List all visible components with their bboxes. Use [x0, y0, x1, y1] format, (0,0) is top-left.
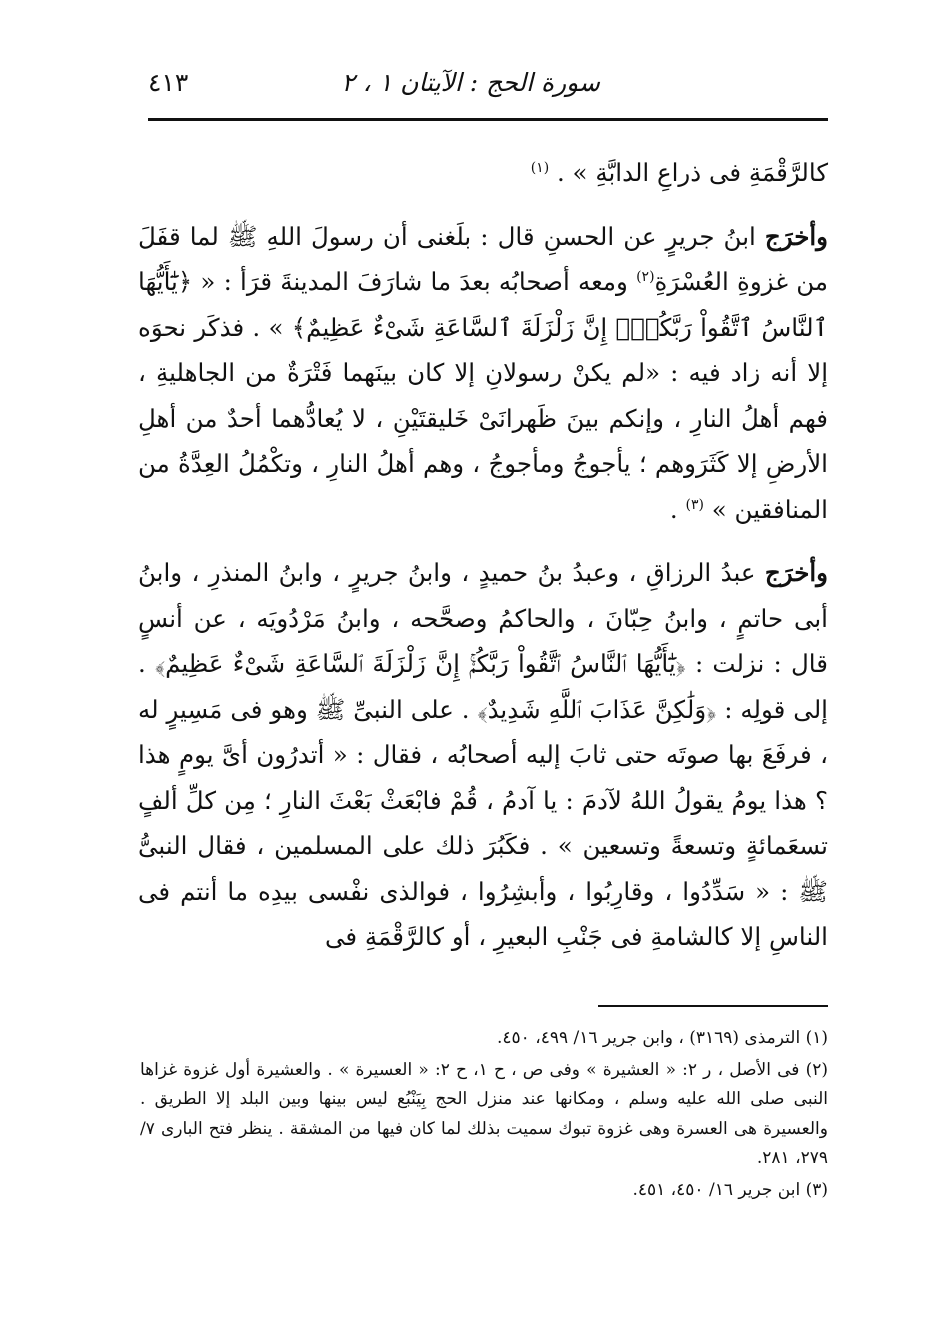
quran-verse: ﴿يَٰٓأَيُّهَا ٱلنَّاسُ ٱتَّقُواْ رَبَّكُمْۚ إِنَّ زَلْزَلَةَ ٱلسَّاعَةِ شَىْءٌ عَظِيمٌ﴾: [138, 267, 828, 342]
paragraph-2: [138, 214, 828, 533]
lead-word: وأخرَج: [764, 558, 828, 587]
footnote-1: (١) الترمذى (٣١٦٩) ، وابن جرير ١٦/ ٤٩٩، ٤٥٠.: [497, 1028, 828, 1048]
paragraph-text: . على النبىِّ ﷺ وهو فى مَسِيرٍ له ، فرفَعَ بها صوتَه حتى ثابَ إليه أصحابُه ، فقال : « أتدرُون أىَّ يومٍ هذا ؟ هذا يومُ يقولُ اللهُ لآدمَ : يا آدمُ ، قُمْ فابْعَثْ بَعْثَ النارِ ؛ مِن كلِّ ألفٍ تسعَمائةٍ وتسعةً وتسعين » . فكَبُرَ ذلك على المسلمين ، فقال النبىُّ ﷺ : « سَدِّدُوا ، وقارِبُوا ، وأبشِرُوا ، فوالذى نفْسى بيدِه ما أنتم فى الناسِ إلا كالشامةِ فى جَنْبِ البعيرِ ، أو كالرَّقْمَةِ فى: [138, 694, 828, 951]
paragraph-text: عبدُ الرزاقِ ، وعبدُ بنُ حميدٍ ، وابنُ جريرٍ ، وابنُ المنذرِ ، وابنُ أبى حاتمٍ ، وابنُ حِبّانَ ، والحاكمُ وصحَّحه ، وابنُ مَرْدُويَه ، عن أنسٍ قال : نزلت :: [138, 558, 828, 678]
quran-verse: ﴿يَٰٓأَيُّهَا ٱلنَّاسُ ٱتَّقُواْ رَبَّكُمْۚ إِنَّ زَلْزَلَةَ ٱلسَّاعَةِ شَىْءٌ عَظِيمٌ﴾: [155, 649, 686, 678]
paragraph-3: [138, 550, 828, 960]
header-rule: [148, 118, 828, 121]
paragraph-end: .: [669, 494, 678, 524]
paragraph-1: [138, 150, 828, 196]
paragraph-text: ومعه أصحابُه بعدَ ما شارَفَ المدينةَ قرَأ : «: [200, 267, 628, 296]
lead-word: وأخرَج: [764, 221, 828, 251]
footnote-rule: [598, 1005, 828, 1007]
paragraph-text: . إلى قولِه :: [138, 649, 828, 724]
footnote-2: (٢) فى الأصل ، ر ٢: « العشيرة » وفى ص ، ح ١، ح ٢: « العسيرة » . والعشيرة أول غزوة غزاها النبى صلى الله عليه وسلم ، ومكانها عند منزل الحج بِيَنْبُع ليس بينها وبين البلد إلا الطريق . والعسيرة هى العسرة وهى غزوة تبوك سميت بذلك لما كان فيها من المشقة . ينظر فتح البارى ٧/ ٢٧٩، ٢٨١.: [140, 1059, 828, 1168]
footnotes: [140, 1024, 828, 1207]
footnote-3: (٣) ابن جرير ١٦/ ٤٥٠، ٤٥١.: [632, 1179, 828, 1200]
paragraph-text: كالرَّقْمَةِ فى ذراعِ الدابَّةِ » .: [556, 158, 828, 187]
paragraph-text: » . فذكَر نحوَه إلا أنه زاد فيه : «لم يكنْ رسولانِ إلا كان بينَهما فَتْرَةٌ من الجاهليةِ ، فهم أهلُ النارِ ، وإنكم بينَ ظَهرانَىْ خَليقتَيْنِ ، لا يُعادُّهما أحدٌ من أهلِ الأرضِ إلا كَثَرَوهم ؛ يأجوجُ ومأجوجُ ، وهم أهلُ النارِ ، وتكْمُلُ العِدَّةُ من المنافقين »: [138, 312, 828, 524]
footnote-ref[interactable]: (٢): [636, 268, 655, 285]
quran-verse: ﴿وَلَٰكِنَّ عَذَابَ ٱللَّهِ شَدِيدٌ﴾: [477, 694, 717, 724]
footnote-ref[interactable]: (١): [530, 159, 550, 176]
main-text: [138, 150, 828, 960]
footnote-ref[interactable]: (٣): [685, 496, 704, 513]
page-number: ٤١٣: [148, 68, 189, 97]
running-title: سورة الحج : الآيتان ١ ، ٢: [341, 68, 600, 97]
page-header: [148, 68, 828, 108]
paragraph-text: ابنُ جريرٍ عن الحسنِ قال : بلَغنى أن رسولَ اللهِ ﷺ لما قفَلَ من غزوةِ العُسْرَةِ: [138, 221, 828, 296]
